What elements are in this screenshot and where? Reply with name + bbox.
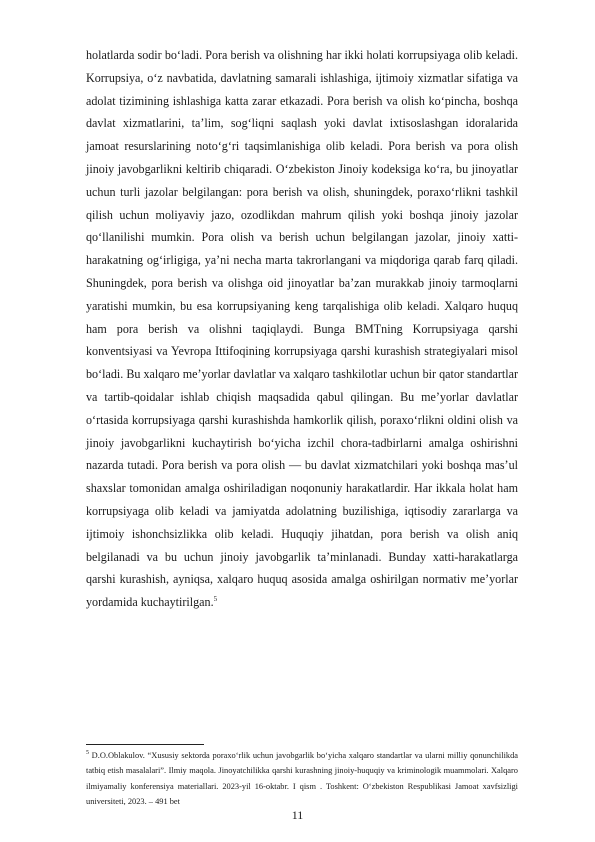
- footnote-marker: 5: [86, 750, 89, 757]
- footnote-reference[interactable]: 5: [213, 595, 218, 604]
- footnote: [86, 748, 518, 810]
- document-page: [86, 44, 518, 614]
- paragraph-text: holatlarda sodir bo‘ladi. Pora berish va olishning har ikki holati korrupsiyaga olib keladi. Korrupsiya, o‘z navbatida, davlatning samarali ishlashiga, ijtimoiy xizmatlar sifatiga va adolat tizimining ishlashiga katta zarar etkazadi. Pora berish va olish ko‘pincha, boshqa davlat xizmatlarini, ta’lim, sog‘liqni saqlash yoki davlat ixtisoslashgan idoralarida jamoat resurslarining noto‘g‘ri taqsimlanishiga olib keladi. Pora berish va pora olish jinoiy javobgarlikni keltirib chiqaradi. O‘zbekiston Jinoiy kodeksiga ko‘ra, bu jinoyatlar uchun turli jazolar belgilangan: pora berish va olish, shuningdek, poraxo‘rlikni tashkil qilish uchun moliyaviy jazo, ozodlikdan mahrum qilish yoki boshqa jinoiy jazolar qo‘llanilishi mumkin. Pora olish va berish uchun belgilangan jazolar, jinoiy xatti-harakatning og‘irligiga, ya’ni necha marta takrorlangani va miqdoriga qarab farq qiladi. Shuningdek, pora berish va olishga oid jinoyatlar ba’zan murakkab jinoiy tarmoqlarni yaratishi mumkin, bu esa korrupsiyaning keng tarqalishiga olib keladi. Xalqaro huquq ham pora berish va olishni taqiqlaydi. Bunga BMTning Korrupsiyaga qarshi konventsiyasi va Yevropa Ittifoqining korrupsiyaga qarshi kurashish strategiyalari misol bo‘ladi. Bu xalqaro me’yorlar davlatlar va xalqaro tashkilotlar uchun bir qator standartlar va tartib-qoidalar ishlab chiqish maqsadida qabul qilingan. Bu me’yorlar davlatlar o‘rtasida korrupsiyaga qarshi kurashishda hamkorlik qilish, poraxo‘rlikni oldini olish va jinoiy javobgarlikni kuchaytirish bo‘yicha izchil chora-tadbirlarni amalga oshirishni nazarda tutadi. Pora berish va pora olish — bu davlat xizmatchilari yoki boshqa mas’ul shaxslar tomonidan amalga oshiriladigan noqonuniy harakatlardir. Har ikkala holat ham korrupsiyaga olib keladi va jamiyatda adolatning buzilishiga, iqtisodiy zararlarga va ijtimoiy ishonchsizlikka olib keladi. Huquqiy jihatdan, pora berish va olish aniq belgilanadi va bu uchun jinoiy javobgarlik ta’minlanadi. Bunday xatti-harakatlarga qarshi kurashish, ayniqsa, xalqaro huquq asosida amalga oshirilgan normativ me’yorlar yordamida kuchaytirilgan.: [86, 48, 518, 610]
- page-number: 11: [291, 808, 304, 822]
- footnote-divider: [86, 744, 204, 745]
- body-paragraph: [86, 44, 518, 614]
- footnote-text: D.O.Oblakulov. “Xususiy sektorda poraxo‘rlik uchun javobgarlik bo‘yicha xalqaro standartlar va ularni milliy qonunchilikda tatbiq etish masalalari”. Ilmiy maqola. Jinoyatchilikka qarshi kurashning jinoiy-huquqiy va kriminologik muammolari. Xalqaro ilmiyamaliy konferensiya materiallari. 2023-yil 16-oktabr. I qism . Toshkent: O‘zbekiston Respublikasi Jamoat xavfsizligi universiteti, 2023. – 491 bet: [86, 751, 518, 807]
